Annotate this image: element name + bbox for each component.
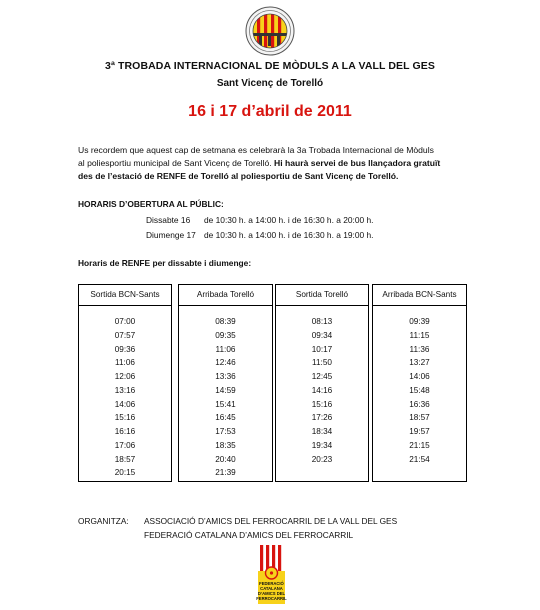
schedule-time-cell: 19:34: [311, 440, 333, 450]
schedule-time-cell: 11:15: [409, 330, 430, 340]
logo-text: CATALANA: [260, 586, 283, 591]
schedule-time-cell: 17:53: [215, 427, 236, 436]
event-title: 3ª TROBADA INTERNACIONAL DE MÒDULS A LA VALL DEL GES: [105, 60, 435, 72]
schedule-time-cell: 14:06: [409, 372, 430, 381]
schedule-time-cell: 08:39: [215, 317, 236, 326]
opening-day: Dissabte 16: [146, 215, 191, 225]
opening-hours: de 10:30 h. a 14:00 h. i de 16:30 h. a 20:00 h.: [204, 215, 374, 225]
opening-hours: de 10:30 h. a 14:00 h. i de 16:30 h. a 19:00 h.: [204, 230, 374, 240]
intro-text: al poliesportiu municipal de Sant Vicenç de Torelló.: [78, 158, 275, 168]
federacio-catalana-logo-icon: [252, 543, 292, 605]
schedule-column-header: Sortida Torelló: [276, 285, 368, 306]
event-date: 16 i 17 d’abril de 2011: [188, 103, 352, 120]
schedule-time-cell: 19:57: [409, 427, 430, 436]
schedule-time-cell: 09:35: [215, 330, 236, 340]
schedule-time-cell: 14:59: [215, 385, 236, 395]
schedule-time-cell: 09:36: [114, 344, 136, 354]
schedule-time-cell: 16:36: [409, 399, 430, 409]
schedule-column-departure-torello: [275, 284, 369, 482]
schedule-time-cell: 17:06: [114, 440, 136, 450]
schedule-time-cell: 20:15: [114, 468, 136, 478]
intro-line: [78, 170, 498, 183]
logo-text: FEDERACIÓ: [259, 581, 284, 586]
organizer-name: ASSOCIACIÓ D’AMICS DEL FERROCARRIL DE LA VALL DEL GES: [144, 516, 398, 526]
schedule-time-cell: 14:16: [311, 385, 333, 395]
schedule-column-arrival-bcn: [372, 284, 467, 482]
intro-bold-text: Hi haurà servei de bus llançadora gratuït: [274, 158, 441, 168]
schedule-time-cell: 15:16: [311, 399, 333, 409]
ferrocarril-association-seal-icon: [245, 6, 295, 56]
schedule-times: [79, 306, 171, 480]
schedule-time-cell: 15:41: [215, 399, 236, 409]
schedule-time-cell: 18:34: [311, 427, 333, 436]
schedule-time-cell: 12:45: [311, 372, 333, 381]
schedule-time-cell: 11:50: [312, 358, 332, 368]
schedule-time-cell: 20:40: [215, 454, 236, 464]
schedule-time-cell: 17:26: [311, 413, 333, 423]
intro-bold-text: des de l’estació de RENFE de Torelló al poliesportiu de Sant Vicenç de Torelló.: [78, 171, 399, 181]
event-location: Sant Vicenç de Torelló: [216, 78, 324, 89]
schedule-time-cell: 14:06: [114, 399, 136, 409]
schedule-time-cell: 13:36: [215, 372, 236, 381]
schedule-column-header: Arribada BCN-Sants: [373, 285, 466, 306]
renfe-schedule-title: Horaris de RENFE per dissabte i diumenge:: [78, 258, 252, 268]
schedule-time-cell: 18:35: [215, 440, 236, 450]
schedule-column-header: Sortida BCN-Sants: [79, 285, 171, 306]
schedule-time-cell: 21:39: [215, 468, 236, 478]
schedule-time-cell: 09:39: [409, 317, 430, 326]
schedule-time-cell: 11:06: [215, 344, 236, 354]
opening-day: Diumenge 17: [146, 230, 196, 240]
schedule-time-cell: 09:34: [311, 330, 333, 340]
schedule-time-cell: 21:54: [409, 454, 430, 464]
opening-hours-row: [146, 230, 374, 240]
schedule-column-departure-bcn: [78, 284, 172, 482]
schedule-time-cell: 15:16: [114, 413, 136, 423]
opening-hours-title: HORARIS D’OBERTURA AL PÚBLIC:: [78, 199, 224, 209]
schedule-time-cell: 08:13: [311, 317, 333, 326]
schedule-time-cell: 21:15: [409, 440, 430, 450]
schedule-time-cell: 16:45: [215, 413, 236, 423]
schedule-times: [373, 306, 466, 466]
intro-paragraph: [78, 144, 498, 183]
schedule-column-header: Arribada Torelló: [179, 285, 272, 306]
schedule-time-cell: 18:57: [114, 454, 136, 464]
intro-line: [78, 157, 498, 170]
schedule-time-cell: 20:23: [311, 454, 333, 464]
schedule-time-cell: 18:57: [409, 413, 430, 423]
schedule-time-cell: 13:16: [114, 385, 136, 395]
schedule-time-cell: 13:27: [409, 358, 430, 368]
logo-text: FERROCARRIL: [256, 596, 287, 601]
schedule-time-cell: 11:36: [409, 344, 430, 354]
logo-text: D’AMICS DEL: [257, 591, 286, 596]
schedule-time-cell: 15:48: [409, 385, 430, 395]
organizers-label: ORGANITZA:: [78, 516, 129, 526]
opening-hours-row: [146, 215, 374, 225]
schedule-time-cell: 07:57: [114, 330, 136, 340]
schedule-time-cell: 07:00: [114, 317, 136, 326]
schedule-time-cell: 10:17: [311, 344, 333, 354]
schedule-column-arrival-torello: [178, 284, 273, 482]
organizer-name: FEDERACIÓ CATALANA D’AMICS DEL FERROCARRIL: [144, 530, 354, 540]
schedule-time-cell: 11:06: [115, 358, 135, 368]
schedule-times: [276, 306, 368, 466]
schedule-time-cell: 12:06: [114, 372, 136, 381]
intro-line: Us recordem que aquest cap de setmana es celebrarà la 3a Trobada Internacional de Mòduls: [78, 145, 434, 155]
schedule-times: [179, 306, 272, 480]
schedule-time-cell: 16:16: [114, 427, 136, 436]
schedule-time-cell: 12:46: [215, 358, 236, 368]
